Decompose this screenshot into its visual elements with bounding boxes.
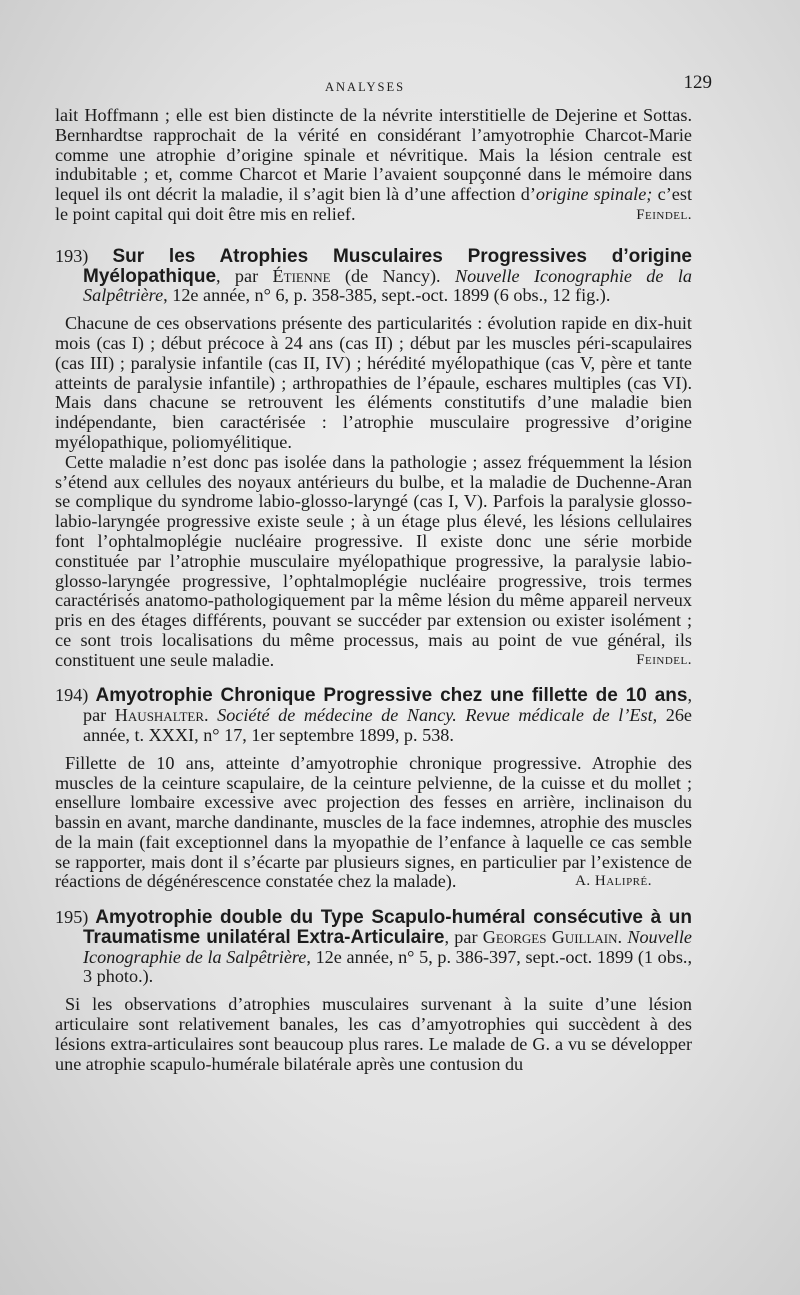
- entry-heading: [55, 686, 692, 745]
- entry-number: 195): [55, 907, 89, 928]
- entry-195: [55, 908, 692, 1074]
- entry-193: [55, 247, 692, 671]
- signature: Feindel.: [636, 651, 692, 668]
- entry-heading: [55, 247, 692, 306]
- author-suffix: (de Nancy).: [330, 265, 455, 286]
- author-suffix: .: [204, 705, 218, 726]
- journal-name: Nouvelle Iconographie de la Salpêtrière: [83, 265, 692, 306]
- running-head: [55, 72, 712, 106]
- publication-details: , 12e année, n° 5, p. 386-397, sept.-oct. 1899 (1 obs., 3 photo.).: [83, 946, 692, 987]
- publication-details: , 26e année, t. XXXI, n° 17, 1er septembre 1899, p. 538.: [83, 705, 693, 745]
- entry-number: 194): [55, 685, 89, 706]
- intro-text-end: c’est le point capital qui doit être mis en relief.: [55, 184, 692, 224]
- author-name: Georges Guillain.: [482, 926, 623, 947]
- running-head-title: ANALYSES: [325, 80, 406, 94]
- signature: A. Halipré.: [575, 873, 652, 890]
- intro-italic: origine spinale;: [535, 184, 653, 205]
- body-paragraph: Cette maladie n’est donc pas isolée dans la pathologie ; assez fréquemment la lésion s’étend aux cellules des noyaux antérieurs du bulbe, et la maladie de Duchenne-Aran se complique du syndrome labio-glosso-laryngé (cas I, V). Parfois la paralysie glosso-labio-laryngée progressive existe seule ; à un étage plus élevé, les lésions cellulaires font l’ophtalmoplégie nucléaire progressive. Il existe donc une série morbide constituée par l’atrophie musculaire myélopathique progressive, la paralysie labio-glosso-laryngée progressive, l’ophtalmoplégie nucléaire progressive, trois termes caractérisés anatomo-pathologiquement par la même lésion du même appareil nerveux pris en des étages différents, pouvant se succéder par extension ou exister isolément ; ce sont trois localisations du même processus, mais au point de vue général, ils constituent une seule maladie.: [55, 451, 692, 670]
- author-prefix: , par: [444, 926, 483, 947]
- body-paragraph: Si les observations d’atrophies musculaires survenant à la suite d’une lésion articulaire sont relativement banales, les cas d’amyotrophies qui succèdent à des lésions extra-articulaires sont beaucoup plus rares. Le malade de G. a vu se développer une atrophie scapulo-humérale bilatérale après une contusion du: [55, 994, 692, 1074]
- author-name: Étienne: [272, 265, 331, 286]
- publication-details: , 12e année, n° 6, p. 358-385, sept.-oct. 1899 (6 obs., 12 fig.).: [163, 285, 611, 306]
- entry-number: 193): [55, 245, 89, 266]
- entry-title: Amyotrophie Chronique Progressive chez une fillette de 10 ans: [95, 685, 688, 707]
- author-name: Haushalter: [114, 705, 204, 726]
- entry-title: Sur les Atrophies Musculaires Progressives d’origine Myélopathique: [83, 245, 692, 287]
- author-prefix: , par: [83, 685, 693, 726]
- intro-text: lait Hoffmann ; elle est bien distincte de la névrite interstitielle de Dejerine et Sottas. Bernhardtse rapprochait de la vérité en considérant l’amyotrophie Charcot-Marie comme une atrophie d’origine spinale et névritique. Mais la lésion centrale est indubitable ; et, comme Charcot et Marie l’avaient soupçonné dans le mémoire dans lequel ils ont décrit la maladie, il s’agit bien là d’une affection d’: [55, 105, 692, 205]
- body-paragraph: Fillette de 10 ans, atteinte d’amyotrophie chronique progressive. Atrophie des muscles de la ceinture scapulaire, de la ceinture pelvienne, de la cuisse et du mollet ; ensellure lombaire excessive avec projection des fesses en arrière, inclinaison du bassin en avant, marche dandinante, muscles de la face indemnes, atrophie des muscles de la main (fait exceptionnel dans la myopathie de l’enfance à laquelle ce cas semble se rapporter, mais dont il s’écarte par plusieurs signes, en particulier par l’existence de réactions de dégénérescence constatée chez la malade).: [55, 752, 692, 892]
- entry-heading: [55, 908, 692, 987]
- author-prefix: , par: [216, 265, 273, 286]
- intro-paragraph: [55, 106, 692, 225]
- body-paragraph: Chacune de ces observations présente des particularités : évolution rapide en dix-huit mois (cas I) ; début précoce à 24 ans (cas II) ; début par les muscles péri-scapulaires (cas III) ; paralysie infantile (cas II, IV) ; hérédité myélopathique (cas V, père et tante atteints de paralysie infantile) ; arthropathies de l’épaule, eschares multiples (cas VI). Mais dans chacune se retrouvent les éléments constitutifs d’une maladie bien indépendante, bien caractérisée : l’atrophie musculaire progressive d’origine myélopathique, poliomyélitique.: [55, 313, 692, 452]
- entry-194: [55, 686, 692, 892]
- page-number: 129: [683, 72, 712, 93]
- signature: Feindel.: [636, 206, 692, 223]
- journal-name: Société de médecine de Nancy. Revue médicale de l’Est: [217, 705, 653, 726]
- entry-title: Amyotrophie double du Type Scapulo-huméral consécutive à un Traumatisme unilatéral Extra-Articulaire: [83, 907, 692, 948]
- journal-name: Nouvelle Iconographie de la Salpêtrière: [83, 926, 692, 967]
